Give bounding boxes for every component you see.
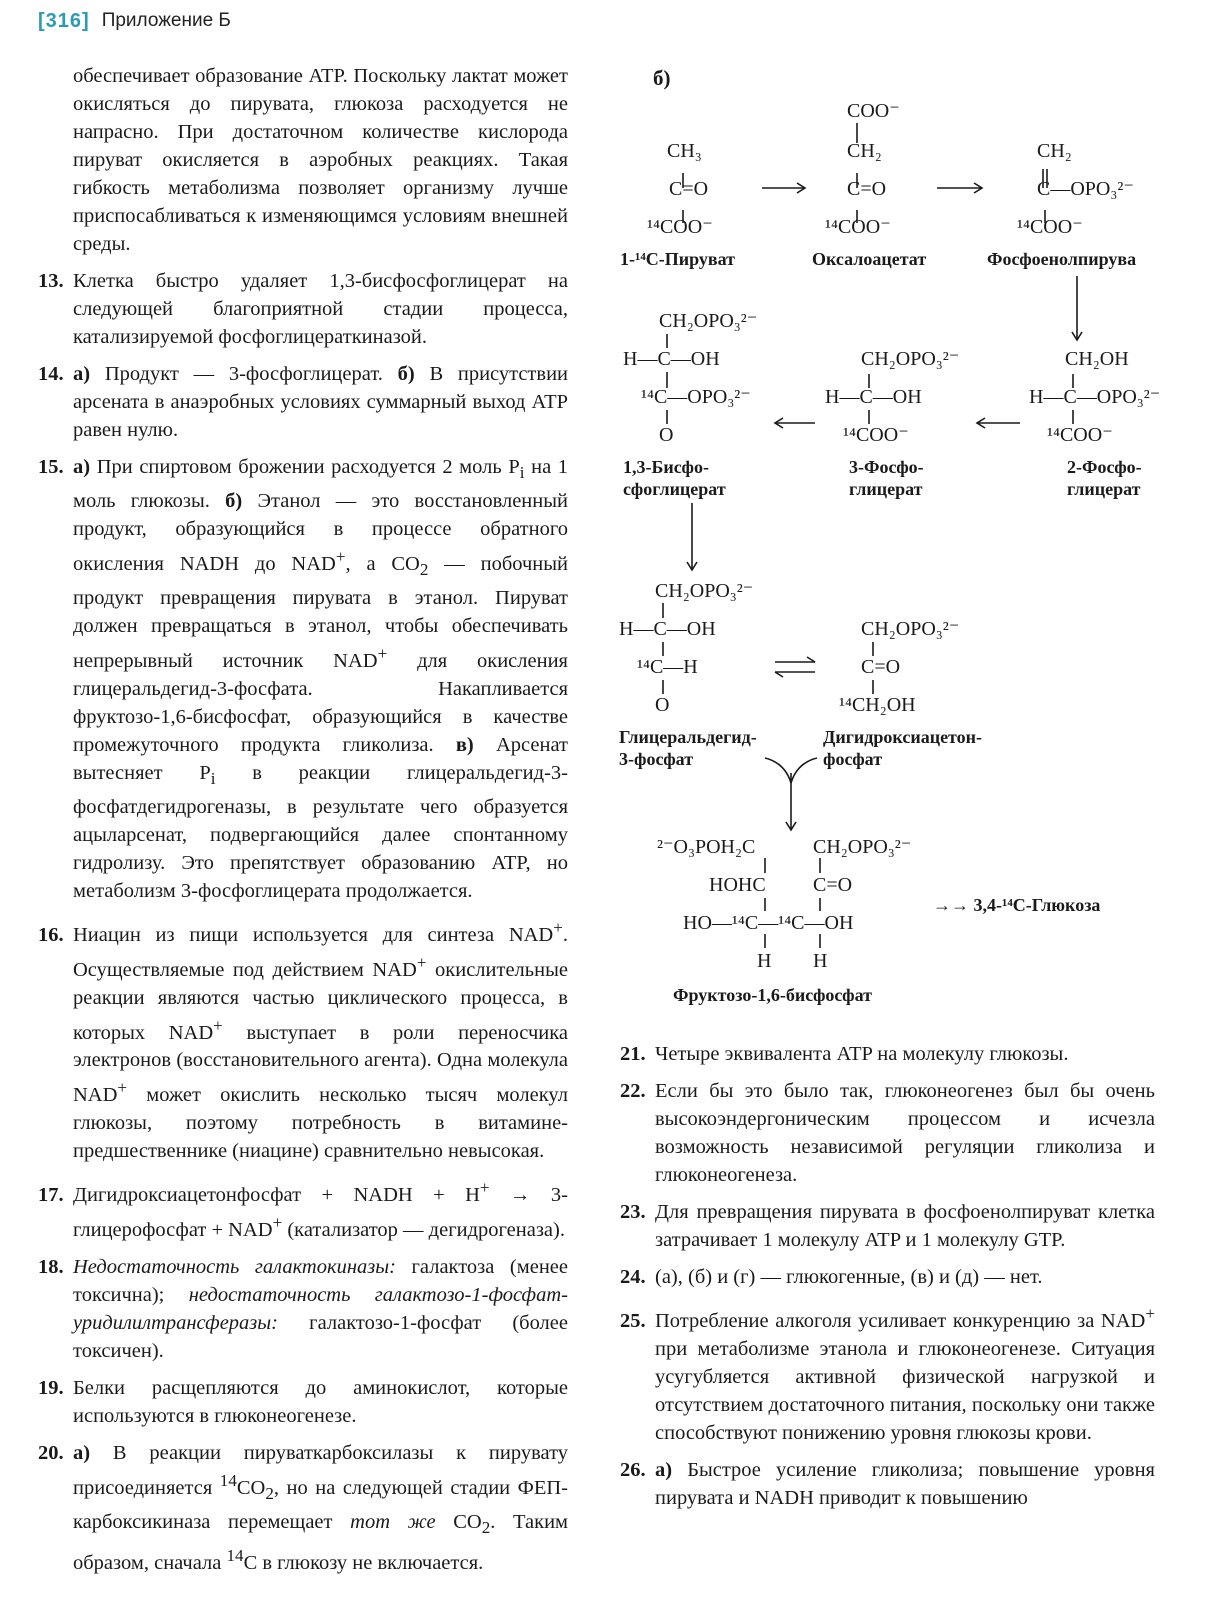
oxaloacetate-coo: ¹⁴COO⁻ [825, 216, 891, 238]
bpg-ch2opo3: CH₂OPO₃²⁻ [659, 310, 758, 332]
left-column [38, 62, 568, 1586]
answer-text-cont: , но на следующей стадии ФЕП-карбоксикиназа перемещает [73, 1476, 568, 1533]
superscript: + [335, 547, 346, 567]
bpg-label-line2: сфоглицерат [623, 479, 726, 499]
part-b-text: В присутствии арсената в анаэробных условиях суммарный выход ATP равен нулю. [73, 363, 569, 441]
answer-number: 19. [38, 1376, 64, 1399]
part-c-text: Арсенат вытесняет P [73, 733, 568, 784]
superscript: + [272, 1213, 283, 1233]
part-c-text-cont: в реакции глицеральдегид-3-фосфатдегидрогеназы, в результате чего образуется ацыларсенат, подвергающийся далее спонтанному гидролизу. Это препятствует образованию ATP, но метаболизм 3-фосфоглицерата продолжается. [73, 761, 568, 902]
answer-number: 20. [38, 1441, 64, 1464]
pep-label: Фосфоенолпирува [987, 249, 1137, 269]
subscript: i [519, 463, 525, 483]
answer-24 [620, 1263, 1155, 1291]
answer-number: 18. [38, 1255, 64, 1278]
answer-text-cont: (катализатор — дегидрогеназа). [282, 1218, 565, 1241]
superscript: + [416, 952, 427, 972]
answer-text-cont: при метаболизме этанола и глюконеогенезе. Ситуация усугубляется активной физической нагрузкой и отсутствием достаточного питания, поскольку они также способствуют понижению уровня глюкозы крови. [655, 1337, 1155, 1444]
pg3-label-line2: глицерат [849, 479, 923, 499]
pyruvate-label: 1-¹⁴C-Пируват [620, 249, 736, 269]
answer-text: Для превращения пирувата в фосфоенолпируват клетка затрачивает 1 молекулу ATP и 1 молекулу GTP. [655, 1201, 1155, 1251]
isotope-superscript: 14 [219, 1470, 237, 1490]
part-b-text: Этанол — это восстановленный продукт, образующийся в процессе обратного окисления NADH до NAD [73, 490, 568, 575]
italic-term: недостаточность галактозо-1-фосфат-уридилилтрансферазы: [73, 1283, 568, 1334]
gap-label-line1: Глицеральдегид- [619, 727, 757, 747]
fbp-label: Фруктозо-1,6-бисфосфат [673, 985, 872, 1005]
pg3-hcoh: H—C—OH [825, 386, 922, 408]
pg2-hc-opo3: H—C—OPO₃²⁻ [1029, 386, 1160, 408]
gap-o: O [655, 694, 670, 716]
part-b-text-cont: — побочный продукт превращения пирувата в этанол. Пируват должен превращаться в этанол, чтобы обеспечивать непрерывный источник NAD [73, 552, 568, 672]
pathway-figure [615, 58, 1160, 1018]
bpg-label-line1: 1,3-Бисфо- [623, 457, 709, 477]
answer-text: галактозо-1-фосфат (более токсичен). [73, 1311, 568, 1362]
fbp-h-left: H [757, 950, 772, 972]
dhap-label-line2: фосфат [823, 749, 883, 769]
oxaloacetate-coo-top: COO⁻ [847, 100, 900, 122]
bpg-c-opo3: ¹⁴C—OPO₃²⁻ [641, 386, 751, 408]
gap-ch: ¹⁴C—H [637, 656, 698, 678]
answer-text: Если бы это было так, глюконеогенез был бы очень высокоэндергоническим процессом и исчезла возможность независимой регуляции гликолиза и глюконеогенеза. [655, 1080, 1155, 1186]
part-a-text-cont: на 1 моль глюкозы. [73, 456, 569, 513]
superscript: + [479, 1178, 490, 1198]
answer-text: Белки расщепляются до аминокислот, которые используются в глюконеогенезе. [73, 1376, 568, 1427]
right-column [620, 1040, 1155, 1521]
answer-22 [620, 1077, 1155, 1189]
pg3-ch2opo3: CH₂OPO₃²⁻ [861, 348, 960, 370]
subscript: 2 [265, 1483, 274, 1503]
pep-coo: ¹⁴COO⁻ [1017, 216, 1083, 238]
answer-17 [38, 1174, 568, 1244]
superscript: + [553, 917, 563, 937]
answer-number: 21. [620, 1043, 646, 1065]
subscript: i [210, 768, 216, 788]
pyruvate-coo: ¹⁴COO⁻ [647, 216, 713, 238]
fbp-h-right: H [813, 950, 828, 972]
answer-18 [38, 1253, 568, 1365]
answer-continuation: обеспечивает образование ATP. Поскольку лактат может окисляться до пирувата, глюкоза расходуется не напрасно. При достаточном количестве кислорода пируват окисляется в аэробных реакциях. Такая гибкость метаболизма позволяет организму лучше приспосабливаться к изменяющимся условиям внешней среды. [73, 65, 568, 255]
fbp-o3poh2c: ²⁻O₃POH₂C [657, 836, 756, 858]
answer-text: В реакции пируваткарбоксилазы к пирувату присоединяется [73, 1441, 569, 1499]
pg2-label-line1: 2-Фосфо- [1067, 457, 1142, 477]
part-a-marker: а) [655, 1458, 673, 1481]
answer-number: 13. [38, 270, 64, 292]
answer-number: 14. [38, 363, 64, 385]
answer-text-cont: . Таким образом, сначала [73, 1510, 569, 1574]
page-header [38, 6, 231, 36]
pg3-coo: ¹⁴COO⁻ [843, 424, 909, 446]
dhap-co: C=O [861, 656, 901, 678]
pep-c-opo3: C—OPO₃²⁻ [1037, 178, 1134, 200]
answer-13 [38, 267, 568, 351]
formula: CO [236, 1476, 266, 1499]
part-a-text: При спиртовом брожении расходуется 2 моль [96, 456, 502, 478]
part-c-marker: в) [455, 733, 474, 756]
bpg-hcoh: H—C—OH [623, 348, 720, 370]
answer-number: 17. [38, 1184, 64, 1207]
answer-text: Дигидроксиацетонфосфат + NADH + H [73, 1184, 480, 1207]
answer-text-cont: выступает в роли переносчика электронов (восстановительного агента). Одна молекула NAD [73, 1021, 568, 1107]
answer-14 [38, 360, 568, 444]
answer-21 [620, 1040, 1155, 1068]
answer-25 [620, 1300, 1155, 1447]
pyruvate-co: C=O [669, 178, 709, 200]
part-b-text-cont: , а CO [345, 552, 420, 575]
answer-number: 26. [620, 1458, 646, 1481]
part-a-text: Продукт — 3-фосфоглицерат. [104, 363, 383, 385]
italic-term: тот же [350, 1510, 436, 1533]
pathway-bonds-and-arrows [615, 58, 1160, 1018]
fbp-ho-c-c-oh: HO—¹⁴C—¹⁴C—OH [683, 912, 854, 934]
gap-label-line2: 3-фосфат [619, 749, 694, 769]
answer-20 [38, 1439, 568, 1577]
answer-text-cont: → 3-глицерофосфат + NAD [73, 1184, 568, 1241]
superscript: + [117, 1078, 128, 1098]
answer-number: 24. [620, 1266, 646, 1288]
answer-16 [38, 914, 568, 1165]
oxaloacetate-co: C=O [847, 178, 887, 200]
answer-text: Потребление алкоголя усиливает конкуренцию за NAD [655, 1309, 1146, 1332]
bpg-o: O [659, 424, 674, 446]
part-b-marker: б) [225, 490, 243, 513]
oxaloacetate-ch2: CH₂ [847, 140, 882, 162]
pg2-coo: ¹⁴COO⁻ [1047, 424, 1113, 446]
formula: CO [453, 1510, 482, 1533]
dhap-label-line1: Дигидроксиацетон- [823, 727, 983, 747]
superscript: + [377, 644, 388, 664]
subscript: 2 [481, 1517, 491, 1537]
answer-number: 16. [38, 923, 64, 946]
subscript: 2 [419, 560, 429, 580]
gap-hcoh: H—C—OH [619, 618, 716, 640]
oxaloacetate-label: Оксалоацетат [812, 249, 927, 269]
page-number: [316] [38, 9, 90, 32]
answer-number: 22. [620, 1080, 646, 1102]
answer-15 [38, 453, 568, 905]
gap-ch2opo3: CH₂OPO₃²⁻ [655, 580, 754, 602]
fbp-hohc: HOHC [709, 874, 766, 896]
answer-text: (а), (б) и (г) — глюкогенные, (в) и (д) — нет. [655, 1266, 1043, 1288]
answer-text: Клетка быстро удаляет 1,3-бисфосфоглицерат на следующей благоприятной стадии процесса, катализируемой фосфоглицераткиназой. [73, 270, 568, 348]
answer-text-cont: . Осуществляемые под действием NAD [73, 923, 568, 981]
answer-19 [38, 1374, 568, 1430]
answer-text: галактоза (менее токсична); [73, 1255, 568, 1306]
glucose-label: →→ 3,4-¹⁴C-Глюкоза [933, 895, 1101, 915]
part-b-marker: б) [397, 363, 415, 385]
answer-text-cont: окислительные реакции являются частью циклического процесса, в которых NAD [73, 958, 568, 1044]
superscript: + [1145, 1304, 1155, 1323]
part-a-marker: а) [73, 363, 91, 385]
pg3-label-line1: 3-Фосфо- [849, 457, 924, 477]
pg2-ch2oh: CH₂OH [1065, 348, 1129, 370]
answer-text: Четыре эквивалента ATP на молекулу глюкозы. [655, 1043, 1069, 1065]
part-b-text-cont: для окисления глицеральдегид-3-фосфата. Накапливается фруктозо-1,6-бисфосфат, образующийся в качестве промежуточного продукта гликолиза. [73, 649, 568, 756]
figure-part-label: б) [653, 66, 671, 90]
answer-23 [620, 1198, 1155, 1254]
phosphate-symbol: P [508, 456, 520, 478]
part-a-marker: а) [73, 1441, 91, 1464]
superscript: + [213, 1015, 223, 1035]
pg2-label-line2: глицерат [1067, 479, 1141, 499]
running-title: Приложение Б [101, 10, 231, 31]
fbp-ch2opo3: CH₂OPO₃²⁻ [813, 836, 912, 858]
answer-26 [620, 1456, 1155, 1512]
answer-text: Ниацин из пищи используется для синтеза NAD [73, 923, 554, 946]
dhap-ch2opo3: CH₂OPO₃²⁻ [861, 618, 960, 640]
answer-number: 25. [620, 1309, 646, 1332]
fbp-co: C=O [813, 874, 853, 896]
answer-text-cont: может окислить несколько тысяч молекул глюкозы, поэтому потребность в витамине-предшественнике (ниацине) сравнительно невысокая. [73, 1084, 568, 1163]
italic-term: Недостаточность галактокиназы: [73, 1255, 396, 1278]
answer-text-cont: C в глюкозу не включается. [243, 1551, 484, 1574]
pyruvate-ch3: CH₃ [667, 140, 702, 162]
answer-text: Быстрое усиление гликолиза; повышение уровня пирувата и NADH приводит к повышению [655, 1458, 1155, 1509]
answer-number: 15. [38, 456, 64, 478]
pep-ch2: CH₂ [1037, 140, 1072, 162]
answer-number: 23. [620, 1201, 646, 1223]
dhap-ch2oh: ¹⁴CH₂OH [839, 694, 916, 716]
isotope-superscript: 14 [226, 1545, 244, 1565]
part-a-marker: а) [73, 456, 91, 478]
